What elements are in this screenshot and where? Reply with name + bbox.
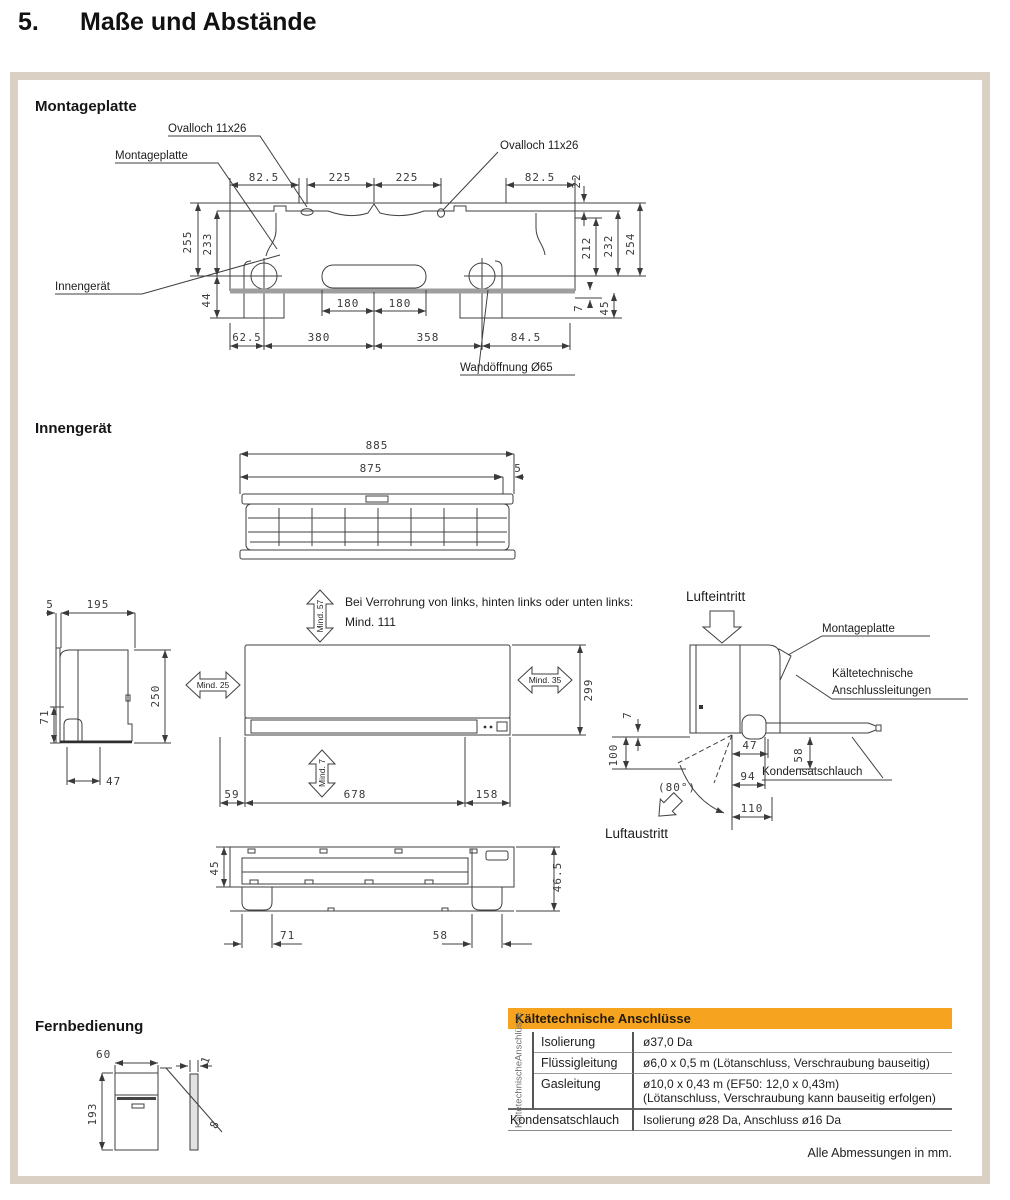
dim-885: 885	[365, 439, 389, 452]
top-view-dimensions	[240, 439, 524, 494]
dim-47-side: 47	[106, 775, 122, 788]
gasleitung-value-line2: (Lötanschluss, Verschraubung kann bauseitig erfolgen)	[643, 1091, 936, 1105]
dim-233: 233	[201, 232, 214, 256]
label-montageplatte: Montageplatte	[115, 150, 188, 162]
dim-46-5: 46.5	[551, 861, 564, 893]
dim-5: 5	[514, 462, 522, 475]
side-label-line1: Kältetechnische	[513, 1060, 525, 1128]
dim-255: 255	[181, 230, 194, 254]
dim-94: 94	[740, 770, 756, 783]
dim-225-left: 225	[328, 171, 352, 184]
section-number: 5.	[18, 8, 39, 36]
dim-875: 875	[359, 462, 383, 475]
installation-side-view	[600, 585, 1008, 860]
heading-innengeraet: Innengerät	[35, 420, 112, 437]
row-fluessigleitung-label: Flüssigleitung	[534, 1053, 634, 1074]
bottom-view-outline	[230, 847, 514, 911]
remote-front-view	[115, 1073, 158, 1150]
label-montageplatte-side: Montageplatte	[822, 623, 895, 635]
dim-5-side: 5	[46, 598, 54, 611]
remote-side-view	[160, 1054, 222, 1150]
heading-montageplatte: Montageplatte	[35, 98, 137, 115]
indoor-unit-front-view	[180, 585, 650, 825]
piping-note-line1: Bei Verrohrung von links, hinten links oder unten links:	[345, 595, 634, 609]
indoor-unit-bottom-view	[180, 832, 620, 967]
label-lufteintritt: Lufteintritt	[686, 589, 746, 604]
bottom-view-dimensions	[208, 847, 564, 948]
dim-80-deg: (80°)	[658, 781, 697, 794]
dim-71-bottom: 71	[280, 929, 296, 942]
row-gasleitung-value	[634, 1074, 952, 1110]
side-view-outline	[56, 648, 132, 743]
side-label-line2: Anschlüsse	[513, 1012, 525, 1061]
dim-62-5: 62.5	[232, 332, 262, 344]
dim-180-left: 180	[336, 297, 360, 310]
clearance-arrow-bottom	[309, 750, 335, 797]
connections-table-side-label	[508, 1012, 534, 1128]
dim-678: 678	[343, 788, 367, 801]
connections-table-header: Kältetechnische Anschlüsse	[508, 1008, 952, 1029]
dim-47-install: 47	[742, 739, 758, 752]
dim-8-thickness: 8	[207, 1118, 223, 1131]
clearance-top-label: Mind. 57	[315, 599, 325, 633]
dim-110: 110	[740, 802, 764, 815]
dim-45: 45	[598, 300, 611, 316]
row-isolierung-label: Isolierung	[534, 1032, 634, 1053]
dim-60: 60	[96, 1048, 112, 1061]
dim-82-5-left: 82.5	[248, 171, 280, 184]
clearance-right-label: Mind. 35	[528, 675, 562, 685]
dim-7: 7	[572, 304, 585, 312]
row-fluessigleitung-value: ø6,0 x 0,5 m (Lötanschluss, Verschraubung bauseitig)	[634, 1053, 952, 1074]
dim-358: 358	[416, 331, 440, 344]
indoor-unit-top-view	[230, 438, 530, 568]
dim-45-bottom: 45	[208, 860, 221, 876]
label-ovalloch-left: Ovalloch 11x26	[168, 123, 247, 135]
label-anschlussleitungen: Anschlussleitungen	[832, 685, 932, 697]
dim-22: 22	[570, 173, 583, 189]
dim-158: 158	[475, 788, 499, 801]
montageplatte-drawing	[30, 118, 680, 393]
label-ovalloch-right: Ovalloch 11x26	[500, 140, 579, 152]
row-kondensatschlauch-label: Kondensatschlauch	[508, 1110, 634, 1131]
dim-84-5: 84.5	[510, 331, 542, 344]
air-inlet-arrow	[703, 611, 741, 643]
dim-71-side: 71	[38, 709, 51, 725]
dim-180-right: 180	[388, 297, 412, 310]
row-isolierung-value: ø37,0 Da	[634, 1032, 952, 1053]
row-gasleitung-label: Gasleitung	[534, 1074, 634, 1110]
clearance-bottom-label: Mind. 7	[317, 759, 327, 787]
side-view-dimensions	[38, 598, 171, 788]
dim-195: 195	[86, 598, 110, 611]
dim-212: 212	[580, 236, 593, 260]
label-kaeltetechnische: Kältetechnische	[832, 668, 914, 680]
remote-control-drawing	[60, 1038, 250, 1173]
dimensions-note: Alle Abmessungen in mm.	[807, 1146, 952, 1160]
condensate-pipe	[766, 723, 881, 733]
dim-250: 250	[149, 684, 162, 708]
connections-table	[508, 1008, 952, 1131]
label-kondensatschlauch: Kondensatschlauch	[762, 766, 863, 778]
clearance-arrow-top	[307, 590, 333, 642]
dim-7-install: 7	[621, 711, 634, 719]
clearance-arrow-right	[518, 667, 572, 693]
dim-225-right: 225	[395, 171, 419, 184]
dim-59: 59	[224, 788, 240, 801]
clearance-arrow-left	[186, 672, 240, 698]
dim-299: 299	[582, 678, 595, 702]
piping-note-line2: Mind. 111	[345, 615, 396, 629]
dim-58-install: 58	[792, 747, 805, 763]
label-innengeraet: Innengerät	[55, 281, 110, 293]
dim-254: 254	[624, 232, 637, 256]
front-view-dimensions	[220, 645, 595, 807]
heading-fernbedienung: Fernbedienung	[35, 1018, 144, 1035]
dim-232: 232	[602, 234, 615, 258]
clearance-left-label: Mind. 25	[196, 680, 230, 690]
gasleitung-value-line1: ø10,0 x 0,43 m (EF50: 12,0 x 0,43m)	[643, 1077, 840, 1091]
dim-193: 193	[86, 1102, 99, 1126]
dim-1-thickness: 1	[198, 1053, 214, 1066]
row-kondensatschlauch-value: Isolierung ø28 Da, Anschluss ø16 Da	[634, 1110, 952, 1131]
front-view-outline	[245, 645, 510, 735]
top-view-outline	[240, 494, 515, 559]
condensate-fitting	[742, 715, 766, 739]
mounting-plate-outline	[190, 203, 646, 318]
label-luftaustritt: Luftaustritt	[605, 826, 669, 841]
dim-82-5-right: 82.5	[524, 171, 556, 184]
montageplatte-dimensions	[181, 171, 640, 350]
dim-100: 100	[607, 743, 620, 767]
air-outlet-arrow	[651, 789, 686, 824]
dim-58-bottom: 58	[432, 929, 448, 942]
dim-44: 44	[200, 292, 213, 308]
dim-380: 380	[307, 331, 331, 344]
label-wandoeffnung: Wandöffnung Ø65	[460, 362, 553, 374]
page-title: Maße und Abstände	[80, 8, 317, 36]
